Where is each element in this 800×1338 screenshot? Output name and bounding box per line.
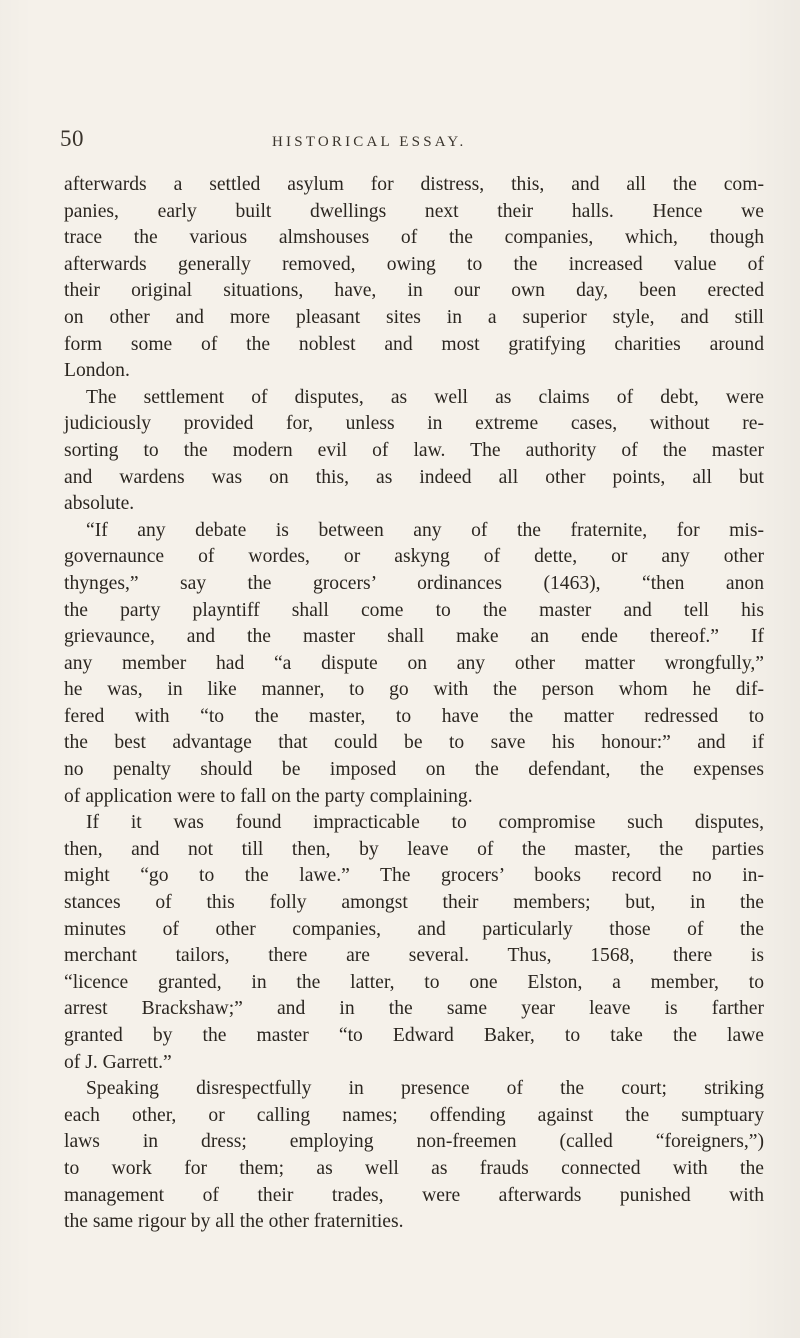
text-line: form some of the noblest and most gratifying charities around	[64, 333, 764, 355]
body-text	[64, 172, 764, 1236]
text-line: the party playntiff shall come to the master and tell his	[64, 599, 764, 621]
text-line: their original situations, have, in our own day, been erected	[64, 280, 764, 302]
text-line: The settlement of disputes, as well as claims of debt, were	[86, 386, 764, 408]
paragraph	[64, 810, 764, 1076]
text-line: “If any debate is between any of the fraternite, for mis-	[86, 519, 764, 541]
text-line: sorting to the modern evil of law. The authority of the master	[64, 439, 764, 461]
text-line: arrest Brackshaw;” and in the same year leave is farther	[64, 998, 764, 1020]
paragraph	[64, 172, 764, 385]
text-line: afterwards a settled asylum for distress, this, and all the com-	[64, 174, 764, 195]
running-title: HISTORICAL ESSAY.	[272, 134, 467, 150]
text-line: any member had “a dispute on any other matter wrongfully,”	[64, 652, 764, 674]
text-line: fered with “to the master, to have the matter redressed to	[64, 705, 764, 727]
text-line: of application were to fall on the party complaining.	[64, 785, 473, 807]
text-line: each other, or calling names; offending against the sumptuary	[64, 1104, 764, 1126]
text-line: then, and not till then, by leave of the master, the parties	[64, 838, 764, 860]
text-line: trace the various almshouses of the companies, which, though	[64, 227, 764, 249]
text-line: grievaunce, and the master shall make an ende thereof.” If	[64, 626, 764, 648]
text-line: afterwards generally removed, owing to the increased value of	[64, 253, 764, 275]
text-line: absolute.	[64, 493, 135, 515]
paragraph	[64, 1076, 764, 1236]
text-line: merchant tailors, there are several. Thus, 1568, there is	[64, 945, 764, 967]
text-line: to work for them; as well as frauds connected with the	[64, 1157, 764, 1179]
text-line: stances of this folly amongst their members; but, in the	[64, 892, 764, 914]
text-line: Speaking disrespectfully in presence of the court; striking	[86, 1078, 764, 1100]
text-line: of J. Garrett.”	[64, 1051, 172, 1073]
text-line: If it was found impracticable to compromise such disputes,	[86, 812, 764, 834]
text-line: management of their trades, were afterwards punished with	[64, 1184, 764, 1206]
text-line: no penalty should be imposed on the defendant, the expenses	[64, 759, 764, 781]
paragraph	[64, 518, 764, 811]
text-line: on other and more pleasant sites in a superior style, and still	[64, 306, 764, 328]
text-line: minutes of other companies, and particularly those of the	[64, 918, 764, 940]
text-line: laws in dress; employing non-freemen (called “foreigners,”)	[64, 1131, 764, 1153]
text-line: judiciously provided for, unless in extreme cases, without re-	[64, 413, 764, 435]
text-line: he was, in like manner, to go with the person whom he dif-	[64, 679, 764, 701]
text-line: granted by the master “to Edward Baker, to take the lawe	[64, 1025, 764, 1046]
text-line: thynges,” say the grocers’ ordinances (1463), “then anon	[64, 572, 764, 594]
text-line: London.	[64, 360, 130, 382]
paragraph	[64, 385, 764, 518]
text-line: the same rigour by all the other fraternities.	[64, 1211, 404, 1233]
text-line: might “go to the lawe.” The grocers’ books record no in-	[64, 865, 764, 887]
text-line: the best advantage that could be to save his honour:” and if	[64, 732, 764, 754]
text-line: panies, early built dwellings next their halls. Hence we	[64, 200, 764, 222]
text-line: governaunce of wordes, or askyng of dette, or any other	[64, 546, 764, 568]
page-number: 50	[60, 126, 84, 151]
text-line: and wardens was on this, as indeed all other points, all but	[64, 466, 764, 488]
text-line: “licence granted, in the latter, to one Elston, a member, to	[64, 971, 764, 993]
